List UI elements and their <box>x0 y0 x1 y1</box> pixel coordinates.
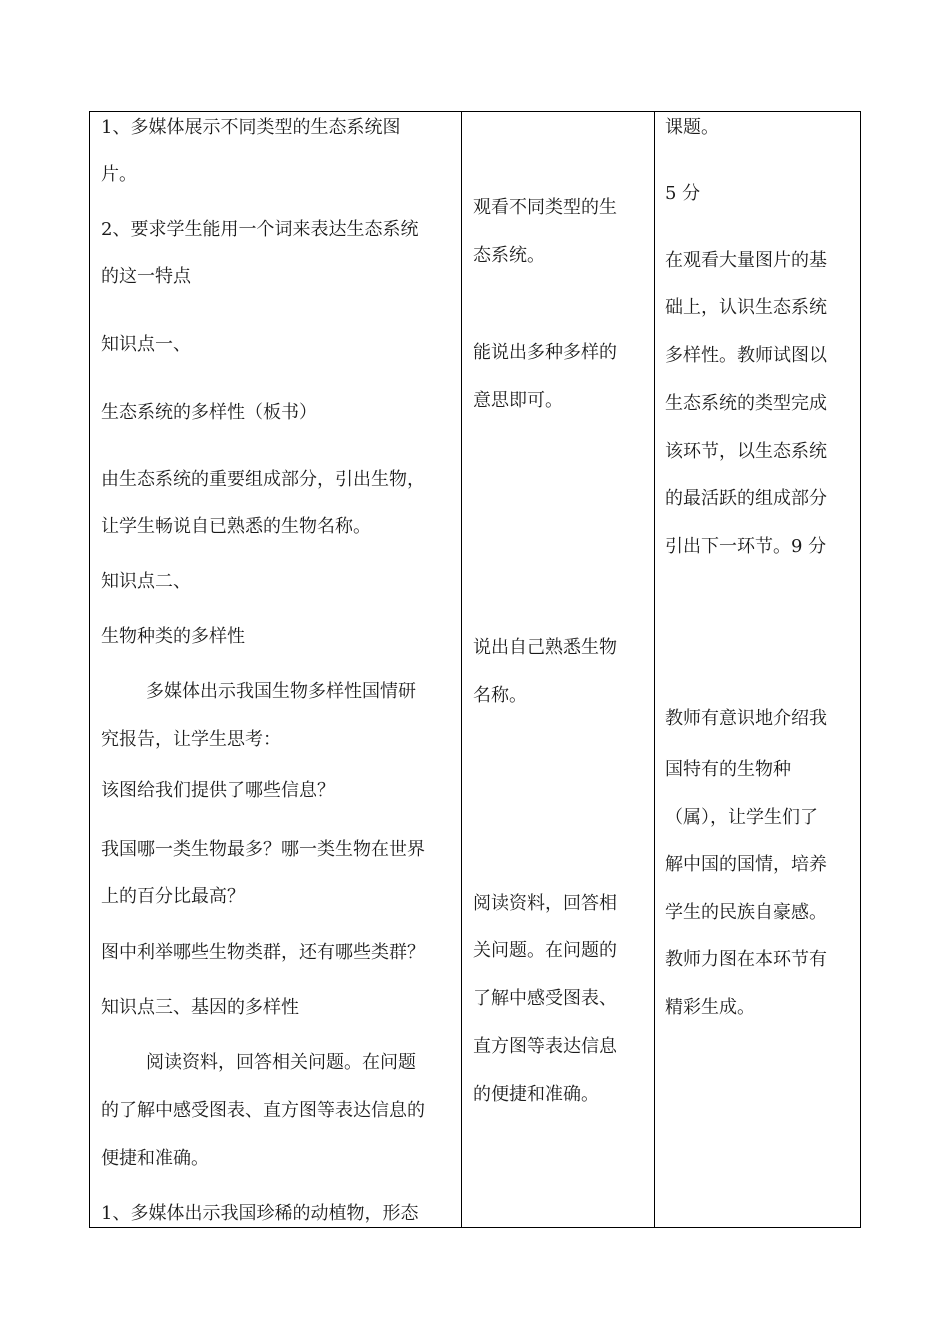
text-line: 说出自己熟悉生物 <box>473 637 617 658</box>
text-line: 意思即可。 <box>473 390 563 411</box>
text-line: 课题。 <box>665 117 719 138</box>
text-line: 国特有的生物种 <box>665 759 791 780</box>
text-line: 的了解中感受图表、直方图等表达信息的 <box>101 1100 425 1121</box>
text-line: 1、多媒体展示不同类型的生态系统图 <box>101 117 401 138</box>
text-line: 1、多媒体出示我国珍稀的动植物，形态 <box>101 1203 419 1224</box>
text-line: 名称。 <box>473 685 527 706</box>
text-line: 态系统。 <box>473 245 545 266</box>
text-line: 2、要求学生能用一个词来表达生态系统 <box>101 219 419 240</box>
text-line: 该环节，以生态系统 <box>665 441 827 462</box>
text-line: 便捷和准确。 <box>101 1148 209 1169</box>
knowledge-point-heading: 知识点一、 <box>101 334 191 355</box>
text-line: 的便捷和准确。 <box>473 1084 599 1105</box>
lesson-plan-table <box>89 111 861 1228</box>
text-line: 的这一特点 <box>101 266 191 287</box>
knowledge-point-heading: 知识点三、基因的多样性 <box>101 997 299 1018</box>
design-intent-column <box>655 112 860 1227</box>
text-line: 学生的民族自豪感。 <box>665 902 827 923</box>
text-line: 精彩生成。 <box>665 997 755 1018</box>
text-line: （属），让学生们了 <box>665 807 818 828</box>
text-line: 础上，认识生态系统 <box>665 297 827 318</box>
student-activity-column <box>462 112 655 1227</box>
text-line: 解中国的国情，培养 <box>665 854 827 875</box>
text-line: 多媒体出示我国生物多样性国情研 <box>146 681 416 702</box>
text-line: 能说出多种多样的 <box>473 342 617 363</box>
text-line: 在观看大量图片的基 <box>665 250 827 271</box>
text-line: 直方图等表达信息 <box>473 1036 617 1057</box>
knowledge-point-title: 生态系统的多样性（板书） <box>101 402 317 423</box>
text-line: 观看不同类型的生 <box>473 197 617 218</box>
text-line: 引出下一环节。9 分 <box>665 536 827 557</box>
text-line: 的最活跃的组成部分 <box>665 488 827 509</box>
text-line: 了解中感受图表、 <box>473 988 617 1009</box>
text-line: 关问题。在问题的 <box>473 940 617 961</box>
text-line: 由生态系统的重要组成部分，引出生物， <box>101 469 425 490</box>
question-line: 该图给我们提供了哪些信息？ <box>101 780 335 801</box>
text-line: 教师力图在本环节有 <box>665 949 827 970</box>
teacher-activity-column <box>90 112 462 1227</box>
text-line: 让学生畅说自已熟悉的生物名称。 <box>101 516 371 537</box>
text-line: 阅读资料，回答相关问题。在问题 <box>146 1052 416 1073</box>
text-line: 多样性。教师试图以 <box>665 345 827 366</box>
text-line: 阅读资料，回答相 <box>473 893 617 914</box>
text-line: 究报告，让学生思考： <box>101 729 281 750</box>
text-line: 片。 <box>101 164 137 185</box>
text-line: 教师有意识地介绍我 <box>665 708 827 729</box>
knowledge-point-title: 生物种类的多样性 <box>101 626 245 647</box>
text-line: 生态系统的类型完成 <box>665 393 827 414</box>
question-line: 我国哪一类生物最多？哪一类生物在世界 <box>101 839 425 860</box>
time-note: 5 分 <box>665 183 701 204</box>
question-line: 图中利举哪些生物类群，还有哪些类群？ <box>101 942 425 963</box>
knowledge-point-heading: 知识点二、 <box>101 571 191 592</box>
question-line: 上的百分比最高？ <box>101 886 245 907</box>
